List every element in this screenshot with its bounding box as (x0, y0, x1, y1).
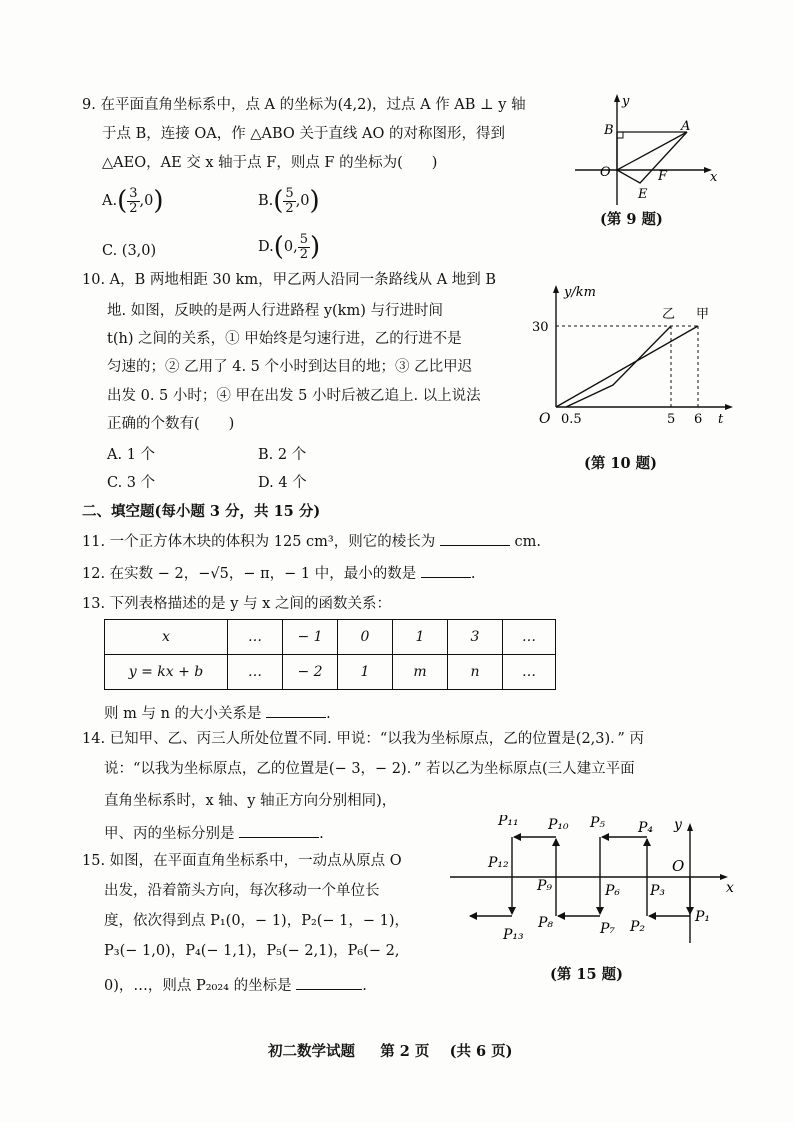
q15-fig-p10: P₁₀ (548, 817, 569, 833)
q12: 12. 在实数 − 2，−√5，− π，− 1 中，最小的数是 . (82, 562, 475, 583)
q10-fig-t: t (718, 412, 724, 427)
table-cell: n (448, 655, 503, 690)
q9-fig-x: x (710, 170, 718, 185)
q10-line2: 地. 如图，反映的是两人行进路程 y(km) 与行进时间 (107, 303, 443, 319)
q15-fig-p4: P₄ (638, 820, 654, 836)
table-cell: − 2 (283, 655, 338, 690)
q10-option-a: A. 1 个 (107, 447, 156, 463)
q15-line4: P₃(− 1,0)，P₄(− 1,1)，P₅(− 2,1)，P₆(− 2, (104, 943, 400, 959)
q10-fig-jia: 甲 (696, 307, 710, 322)
table-cell: − 1 (283, 620, 338, 655)
q9-caption: (第 9 题) (600, 211, 663, 228)
q14-line2: 说：“以我为坐标原点，乙的位置是(− 3，− 2)．” 若以乙为坐标原点(三人建立平面 (104, 761, 635, 777)
q11: 11. 一个正方体木块的体积为 125 cm³，则它的棱长为 cm. (82, 530, 541, 551)
q15-fig-p11: P₁₁ (498, 815, 519, 829)
q10-line1: 10. A，B 两地相距 30 km，甲乙两人沿同一条路线从 A 地到 B (82, 272, 497, 288)
q10-fig-ylabel: y/km (564, 285, 596, 300)
table-cell: y = kx + b (105, 655, 228, 690)
q14-line4: 甲、丙的坐标分别是 . (104, 822, 324, 843)
q15-fig-p9: P₉ (537, 878, 553, 894)
table-cell: 1 (393, 620, 448, 655)
section2-title: 二、填空题(每小题 3 分，共 15 分) (82, 503, 321, 520)
table-row (105, 655, 556, 690)
q15-fig-p13: P₁₃ (503, 927, 524, 943)
q15-fig-x: x (726, 880, 734, 896)
q9-fig-f: F (658, 169, 668, 184)
q15-fig-p8: P₈ (538, 915, 554, 931)
q10-fig-t5: 5 (667, 412, 676, 427)
q9-fig-y: y (622, 94, 630, 109)
q10-option-d: D. 4 个 (258, 475, 307, 491)
q15-fig-p2: P₂ (630, 919, 646, 935)
q9-line3: △AEO，AE 交 x 轴于点 F，则点 F 的坐标为( ) (102, 155, 438, 171)
table-cell: 1 (338, 655, 393, 690)
table-cell: … (228, 620, 283, 655)
q15-line3: 度，依次得到点 P₁(0，− 1)，P₂(− 1，− 1)， (104, 913, 410, 929)
table-cell: m (393, 655, 448, 690)
q13-table (104, 619, 556, 690)
q13-after: 则 m 与 n 的大小关系是 . (104, 702, 331, 723)
q10-caption: (第 10 题) (584, 455, 657, 472)
q10-line6: 正确的个数有( ) (107, 416, 235, 432)
q10-fig-o: O (539, 411, 551, 427)
q9-fig-a: A (681, 119, 691, 134)
q15-fig-p12: P₁₂ (488, 855, 509, 871)
q10-option-c: C. 3 个 (107, 475, 156, 491)
q15-fig-p3: P₃ (650, 883, 666, 899)
q9-line2: 于点 B，连接 OA，作 △ABO 关于直线 AO 的对称图形，得到 (102, 126, 505, 142)
table-row (105, 620, 556, 655)
table-cell: 3 (448, 620, 503, 655)
q10-option-b: B. 2 个 (258, 447, 307, 463)
table-cell: … (228, 655, 283, 690)
q10-fig-y30: 30 (532, 320, 549, 335)
q9-option-b: B.( $\frac{5}{2}$ ,0) (258, 185, 320, 216)
q9-line1: 9. 在平面直角坐标系中，点 A 的坐标为(4,2)，过点 A 作 AB ⊥ y 轴 (82, 97, 526, 113)
q10-line4: 匀速的；② 乙用了 4. 5 个小时到达目的地；③ 乙比甲迟 (107, 359, 473, 375)
footer: 初二数学试题 第 2 页 (共 6 页) (268, 1043, 513, 1060)
q15-fig-p7: P₇ (600, 921, 616, 937)
q9-option-a: A.( $\frac{3}{2}$ ,0) (102, 185, 164, 216)
q15-caption: (第 15 题) (550, 966, 623, 983)
q15-line5: 0)，…，则点 P₂₀₂₄ 的坐标是 . (104, 974, 367, 995)
q15-fig-p1: P₁ (695, 909, 711, 925)
q9-fig-o: O (600, 165, 611, 180)
q15-fig-p5: P₅ (590, 815, 606, 831)
q14-line1: 14. 已知甲、乙、丙三人所处位置不同. 甲说：“以我为坐标原点，乙的位置是(2,3)．” 丙 (82, 731, 644, 747)
q10-line5: 出发 0. 5 小时；④ 甲在出发 5 小时后被乙追上. 以上说法 (107, 388, 481, 404)
q15-fig-y: y (674, 817, 682, 833)
q10-figure (528, 280, 738, 430)
table-cell: … (503, 620, 556, 655)
q9-fig-b: B (604, 123, 614, 138)
q15-line1: 15. 如图，在平面直角坐标系中，一动点从原点 O (82, 853, 402, 869)
q9-fig-e: E (638, 187, 648, 202)
table-cell: 0 (338, 620, 393, 655)
q15-figure (450, 815, 750, 950)
table-cell: … (503, 655, 556, 690)
q10-line3: t(h) 之间的关系，① 甲始终是匀速行进，乙的行进不是 (107, 331, 462, 347)
q10-fig-yi: 乙 (662, 307, 676, 322)
q10-fig-t05: 0.5 (561, 412, 582, 427)
q13-text: 13. 下列表格描述的是 y 与 x 之间的函数关系： (82, 596, 391, 612)
q10-fig-t6: 6 (694, 412, 703, 427)
q9-option-c: C. (3,0) (102, 243, 157, 259)
table-cell: x (105, 620, 228, 655)
q15-fig-o: O (672, 857, 685, 875)
q9-option-d: D.(0, $\frac{5}{2}$ ) (258, 231, 321, 262)
q15-line2: 出发，沿着箭头方向，每次移动一个单位长 (104, 883, 380, 899)
q14-line3: 直角坐标系时，x 轴、y 轴正方向分别相同)， (104, 793, 397, 809)
q15-fig-p6: P₆ (605, 883, 621, 899)
